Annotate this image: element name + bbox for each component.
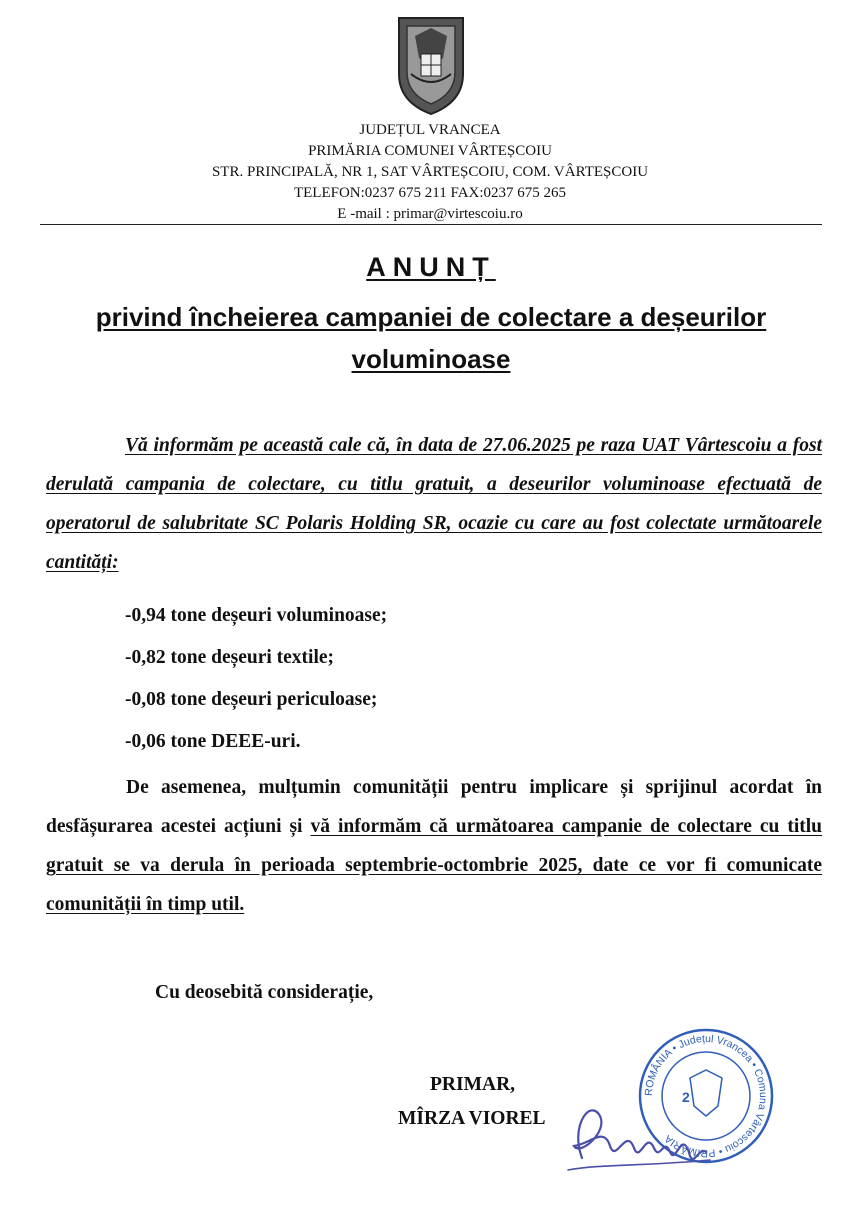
stamp-number: 2 <box>682 1089 690 1105</box>
letterhead <box>100 120 760 225</box>
closing-text: De asemenea, mulțumin comunității pentru implicare și sprijinul acordat în desfășurarea acestei acțiuni și <box>46 777 822 837</box>
next-campaign-text: vă informăm că următoarea campanie de colectare cu titlu gratuit se va derula în perioada septembrie-octombrie 2025, date ce vor fi comunicate comunității în timp util. <box>46 816 822 915</box>
county-name: JUDEȚUL VRANCEA <box>359 122 501 138</box>
announcement-title <box>40 252 822 283</box>
coat-of-arms-emblem <box>393 14 469 118</box>
list-item: -0,08 tone deșeuri periculoase; <box>125 689 378 710</box>
announcement-subtitle <box>40 296 822 380</box>
signatory-name: MÎRZA VIOREL <box>398 1108 546 1129</box>
regards-line: Cu deosebită considerație, <box>155 982 374 1003</box>
header-divider <box>40 224 822 225</box>
list-item: -0,06 tone DEEE-uri. <box>125 731 301 752</box>
office-address: STR. PRINCIPALĂ, NR 1, SAT VÂRTEȘCOIU, COM. VÂRTEȘCOIU <box>211 164 649 180</box>
list-item: -0,94 tone deșeuri voluminoase; <box>125 605 388 626</box>
office-phone-fax: TELEFON:0237 675 211 FAX:0237 675 265 <box>293 185 567 201</box>
office-email: E -mail : primar@virtescoiu.ro <box>337 206 523 222</box>
signatory-block <box>398 1068 546 1136</box>
closing-paragraph <box>46 768 822 924</box>
handwritten-signature <box>560 1086 720 1182</box>
stamp-text: ROMÂNIA • Județul Vrancea • Comuna Vârtescoiu • PRIMĂRIA <box>642 1032 770 1160</box>
announcement-subtitle-text: privind încheierea campaniei de colectare a deșeurilor voluminoase <box>95 302 767 374</box>
quantities-list <box>125 598 725 766</box>
intro-paragraph: Vă informăm pe această cale că, în data de 27.06.2025 pe raza UAT Vârtescoiu a fost derulată campania de colectare, cu titlu gratuit, a deseurilor voluminoase efectuată de operatorul de salubritate SC Polaris Holding SR, ocazie cu care au fost colectate următoarele cantități: <box>46 435 822 573</box>
signatory-title: PRIMAR, <box>430 1074 516 1095</box>
announcement-title-text: ANUNȚ <box>366 252 496 282</box>
office-name: PRIMĂRIA COMUNEI VÂRTEȘCOIU <box>308 143 552 159</box>
list-item: -0,82 tone deșeuri textile; <box>125 647 335 668</box>
